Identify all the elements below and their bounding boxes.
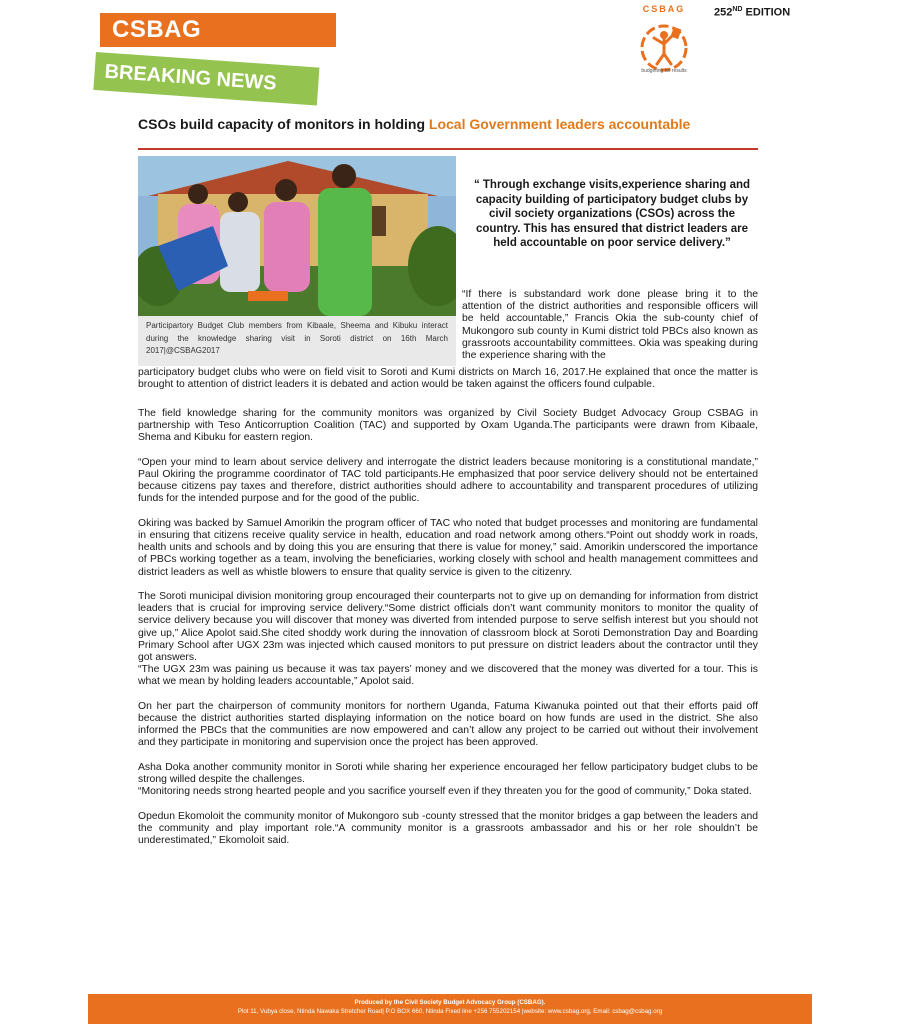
paragraph: Asha Doka another community monitor in Soroti while sharing her experience encouraged her fellow participatory budget clubs to be strong willed despite the challenges. “Monitoring needs strong hearted people and you sacrifice yourself even if they threaten you for the good of community,” Doka stated. [138, 761, 758, 798]
edition-word: EDITION [745, 6, 791, 19]
article-headline [138, 116, 690, 132]
pull-quote: “ Through exchange visits,experience sharing and capacity building of participatory budget clubs by civil society organizations (CSOs) across the country. This has ensured that district leaders are held accountable on poor service delivery.” [473, 179, 751, 249]
edition-number: 252 [714, 6, 733, 19]
footer-contact: Plot 11, Vubya close, Ntinda Nawaka Stretcher Road| P.O BOX 660, Ntinda Fixed line +256 755202154 |website: www.csbag.org, Email: csbag@csbag.org [237, 1008, 663, 1015]
paragraph: The Soroti municipal division monitoring group encouraged their counterparts not to give up on demanding for information from district leaders that is crucial for improving service delivery.“Some district officials don’t want community monitors to monitor the quality of service delivery because you will discover that money was diverted from intended purpose to serve selfish interest but you should not give up,” Alice Apolot said.She cited shoddy work during the innovation of classroom block at Soroti Demonstration Day and Boarding Primary School after UGX 23m was injected which caused monitors to put pressure on district leaders about the contractor until they got answers. “The UGX 23m was paining us because it was tax payers’ money and we discovered that the money was diverted for a tour. This is what we mean by holding leaders accountable,” Apolot said. [138, 591, 758, 688]
photo-caption: Participartory Budget Club members from Kibaale, Sheema and Kibuku interact during the knowledge sharing visit in Soroti district on 16th March 2017|@CSBAG2017 [138, 316, 456, 366]
logo-tagline: budgeting for results [641, 68, 687, 74]
paragraph: “Open your mind to learn about service delivery and interrogate the district leaders because monitoring is a constitutional mandate,” Paul Okiring the programme coordinator of TAC told participants.He emphasized that poor service delivery should not be entertained because citizens pay taxes and therefore, district authorities should adhere to accountability and transparent procedures of utilizing funds for the intended purpose and for the good of the public. [138, 456, 758, 505]
breaking-news-label: BREAKING NEWS [103, 60, 278, 95]
footer-producer: Produced by the Civil Society Budget Advocacy Group (CSBAG). [354, 999, 546, 1006]
breaking-news-banner [93, 52, 319, 106]
page-footer [88, 994, 812, 1024]
paragraph: The field knowledge sharing for the community monitors was organized by Civil Society Budget Advocacy Group CSBAG in partnership with Teso Anticorruption Coalition (TAC) and supported by Oxam Uganda.The participants were drawn from Kibaale, Shema and Kibuku for eastern region. [138, 408, 758, 444]
paragraph: Opedun Ekomoloit the community monitor of Mukongoro sub -county stressed that the monitor bridges a gap between the leaders and the community and play important role.“A community monitor is a grassroots ambassador and his or her role shouldn’t be underestimated,” Ekomoloit said. [138, 810, 758, 847]
paragraph: On her part the chairperson of community monitors for northern Uganda, Fatuma Kiwanuka pointed out that their efforts paid off because the district authorities started displaying information on the notice board on how funds are used in the district. She also informed the PBCs that the communities are now empowered and can’t allow any project to be carried out without their involvement and they participate in monitoring and supervision once the project has been approved. [138, 700, 758, 749]
article-photo [138, 156, 456, 316]
article-body [138, 408, 758, 859]
brand-band [100, 13, 336, 47]
brand-name: CSBAG [112, 16, 202, 43]
paragraph-lead-bottom: participatory budget clubs who were on field visit to Soroti and Kumi districts on March 16, 2017.He explained that once the matter is brought to attention of district leaders it is debated and action would be taken against the officers found culpable. [138, 367, 758, 391]
headline-part-2: Local Government leaders accountable [428, 116, 691, 132]
paragraph-lead-top: “If there is substandard work done please bring it to the attention of the district authorities and responsible officers will be held accountable,” Francis Okia the sub-county chief of Mukongoro sub county in Kumi district told PBCs also known as grassroots accountability committees. Okia was speaking during the experience sharing with the [462, 289, 758, 362]
edition-label [714, 6, 790, 19]
headline-rule [138, 148, 758, 150]
edition-suffix: ND [732, 6, 743, 13]
logo-wordmark: CSBAG [642, 4, 686, 14]
headline-part-1: CSOs build capacity of monitors in holding [138, 116, 429, 132]
paragraph: Okiring was backed by Samuel Amorikin the program officer of TAC who noted that budget processes and monitoring are fundamental in ensuring that citizens receive quality service in health, education and road network among others.“Point out shoddy work in roads, health units and schools and by doing this you are ensuring that there is value for money,” said. Amorikin underscored the importance of PBCs working together as a team, involving the beneficiaries, working closely with school and health management committees and district leaders as well as whistle blowers to ensure that quality service is given to the citizenry. [138, 517, 758, 578]
